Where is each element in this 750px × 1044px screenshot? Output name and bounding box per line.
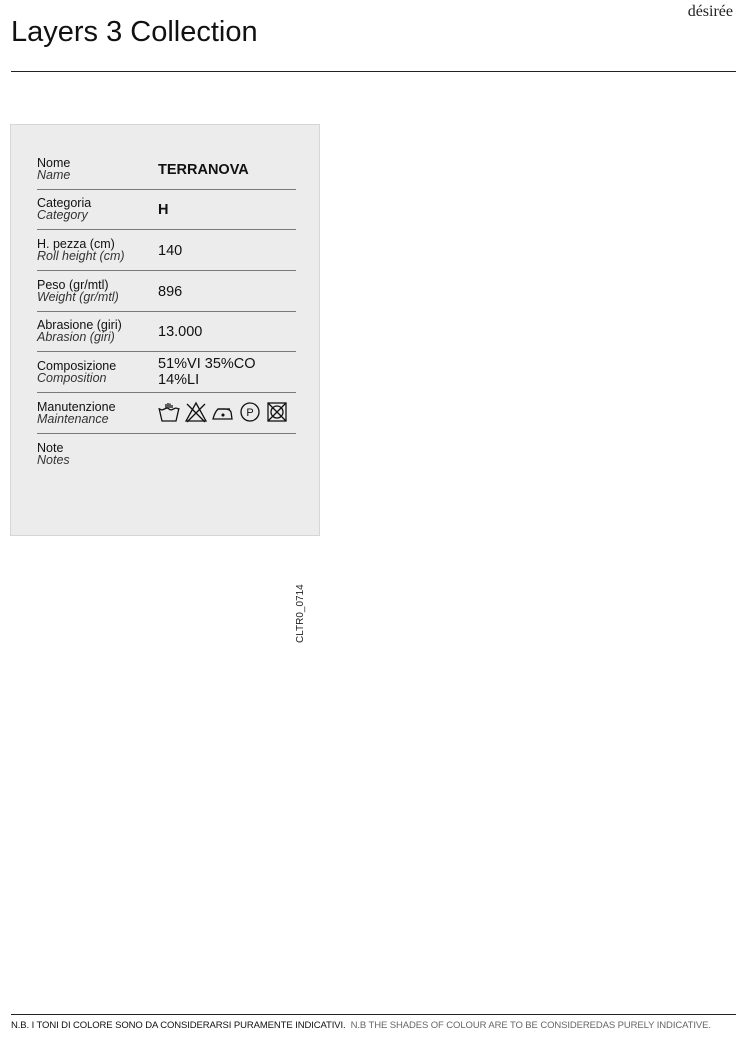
spec-row-composition: [37, 352, 296, 393]
composition-line-1: 51%VI 35%CO: [158, 356, 256, 372]
roll-height-label-en: Roll height (cm): [37, 249, 125, 263]
spec-row-abrasion: [37, 311, 296, 352]
spec-row-name: [37, 149, 296, 190]
spec-row-notes: [37, 434, 296, 474]
roll-height-label: H. pezza (cm): [37, 237, 115, 251]
composition-value: [158, 356, 256, 388]
care-icons: [158, 401, 288, 423]
category-label-en: Category: [37, 208, 88, 222]
name-label: Nome: [37, 156, 71, 170]
no-bleach-icon: [185, 401, 207, 423]
category-label: Categoria: [37, 196, 92, 210]
spec-card: [10, 124, 320, 643]
weight-label: Peso (gr/mtl): [37, 278, 109, 292]
footer-note-it: N.B. I TONI DI COLORE SONO DA CONSIDERARSI PURAMENTE INDICATIVI.: [11, 1020, 346, 1031]
brand-logo: désirée: [687, 3, 733, 20]
spec-row-roll-height: [37, 230, 296, 271]
composition-line-2: 14%LI: [158, 372, 200, 388]
product-code: CLTR0_0714: [295, 584, 306, 643]
hand-wash-icon: [158, 401, 180, 423]
name-label-en: Name: [37, 168, 71, 182]
footer-divider: [11, 1014, 736, 1015]
composition-label-en: Composition: [37, 371, 107, 385]
roll-height-value: 140: [158, 243, 183, 259]
footer-note-en: N.B THE SHADES OF COLOUR ARE TO BE CONSIDEREDAS PURELY INDICATIVE.: [350, 1020, 711, 1031]
svg-text:P: P: [246, 407, 254, 419]
abrasion-label-en: Abrasion (giri): [37, 330, 115, 344]
dry-clean-p-icon: [239, 401, 261, 423]
notes-label: Note: [37, 441, 64, 455]
category-value: H: [158, 202, 169, 218]
notes-label-en: Notes: [37, 453, 70, 467]
footer-disclaimer: [11, 1020, 711, 1031]
weight-label-en: Weight (gr/mtl): [37, 290, 119, 304]
spec-row-category: [37, 189, 296, 230]
spec-row-weight: [37, 271, 296, 312]
iron-low-icon: [212, 401, 234, 423]
page-title: Layers 3 Collection: [11, 16, 258, 48]
weight-value: 896: [158, 284, 183, 300]
abrasion-value: 13.000: [158, 324, 203, 340]
composition-label: Composizione: [37, 359, 117, 373]
maintenance-label: Manutenzione: [37, 400, 116, 414]
abrasion-label: Abrasione (giri): [37, 318, 122, 332]
name-value: TERRANOVA: [158, 162, 249, 178]
spec-row-maintenance: [37, 393, 296, 434]
maintenance-label-en: Maintenance: [37, 412, 109, 426]
header-divider: [11, 71, 736, 72]
no-tumble-dry-icon: [266, 401, 288, 423]
